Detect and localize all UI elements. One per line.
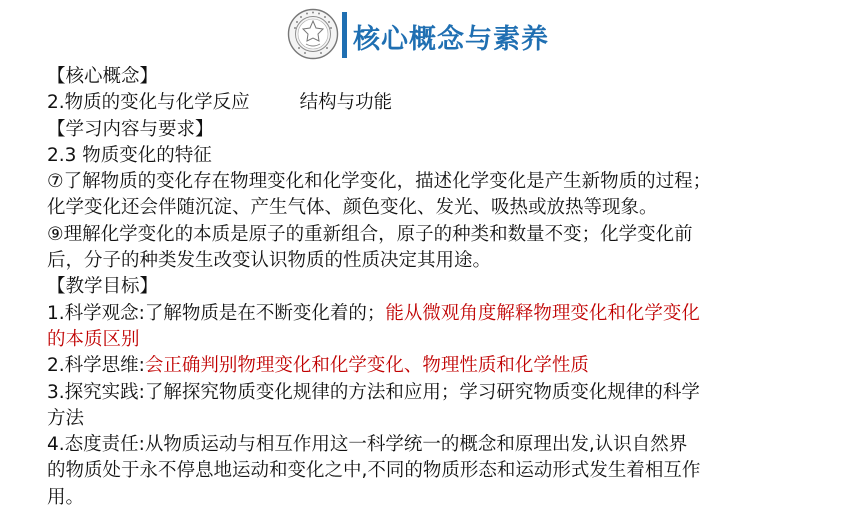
goal3-line2: 方法 bbox=[47, 407, 85, 429]
core-concept-a: 2.物质的变化与化学反应 bbox=[47, 92, 250, 114]
goal4-line3: 用。 bbox=[47, 486, 85, 508]
goal1-line2: 的本质区别 bbox=[47, 328, 140, 350]
slide-header bbox=[0, 0, 860, 70]
goal1-prefix: 1.科学观念:了解物质是在不断变化着的； bbox=[47, 302, 386, 324]
item9-line1: ⑨理解化学变化的本质是原子的重新组合，原子的种类和数量不变；化学变化前 bbox=[47, 223, 693, 245]
goal2-prefix: 2.科学思维: bbox=[47, 355, 145, 377]
item7-line2: 化学变化还会伴随沉淀、产生气体、颜色变化、发光、吸热或放热等现象。 bbox=[47, 197, 658, 219]
core-concept-heading: 【核心概念】 bbox=[47, 66, 159, 87]
item9-line2: 后，分子的种类发生改变认识物质的性质决定其用途。 bbox=[47, 250, 492, 272]
page-title: 核心概念与素养 bbox=[353, 24, 549, 55]
item7-line1: ⑦了解物质的变化存在物理变化和化学变化，描述化学变化是产生新物质的过程； bbox=[47, 171, 712, 193]
goal2-highlight: 会正确判别物理变化和化学变化、物理性质和化学性质 bbox=[144, 355, 589, 377]
requirements-heading: 【学习内容与要求】 bbox=[47, 118, 214, 140]
goal4-line1: 4.态度责任:从物质运动与相互作用这一科学统一的概念和原理出发,认识自然界 bbox=[47, 434, 688, 456]
goal4-line2: 的物质处于永不停息地运动和变化之中,不同的物质形态和运动形式发生着相互作 bbox=[47, 460, 701, 482]
title-accent-bar bbox=[342, 12, 347, 58]
school-seal-icon bbox=[287, 8, 339, 60]
goal2-line bbox=[47, 353, 822, 379]
slide-body bbox=[47, 64, 822, 511]
core-concept-line bbox=[47, 90, 822, 116]
goal3-line1: 3.探究实践:了解探究物质变化规律的方法和应用；学习研究物质变化规律的科学 bbox=[47, 381, 700, 403]
goal1-highlight: 能从微观角度解释物理变化和化学变化 bbox=[385, 302, 700, 324]
core-concept-b: 结构与功能 bbox=[299, 92, 393, 114]
goals-heading: 【教学目标】 bbox=[47, 276, 159, 298]
section-title: 2.3 物质变化的特征 bbox=[47, 144, 212, 166]
goal1-line1 bbox=[47, 301, 822, 327]
